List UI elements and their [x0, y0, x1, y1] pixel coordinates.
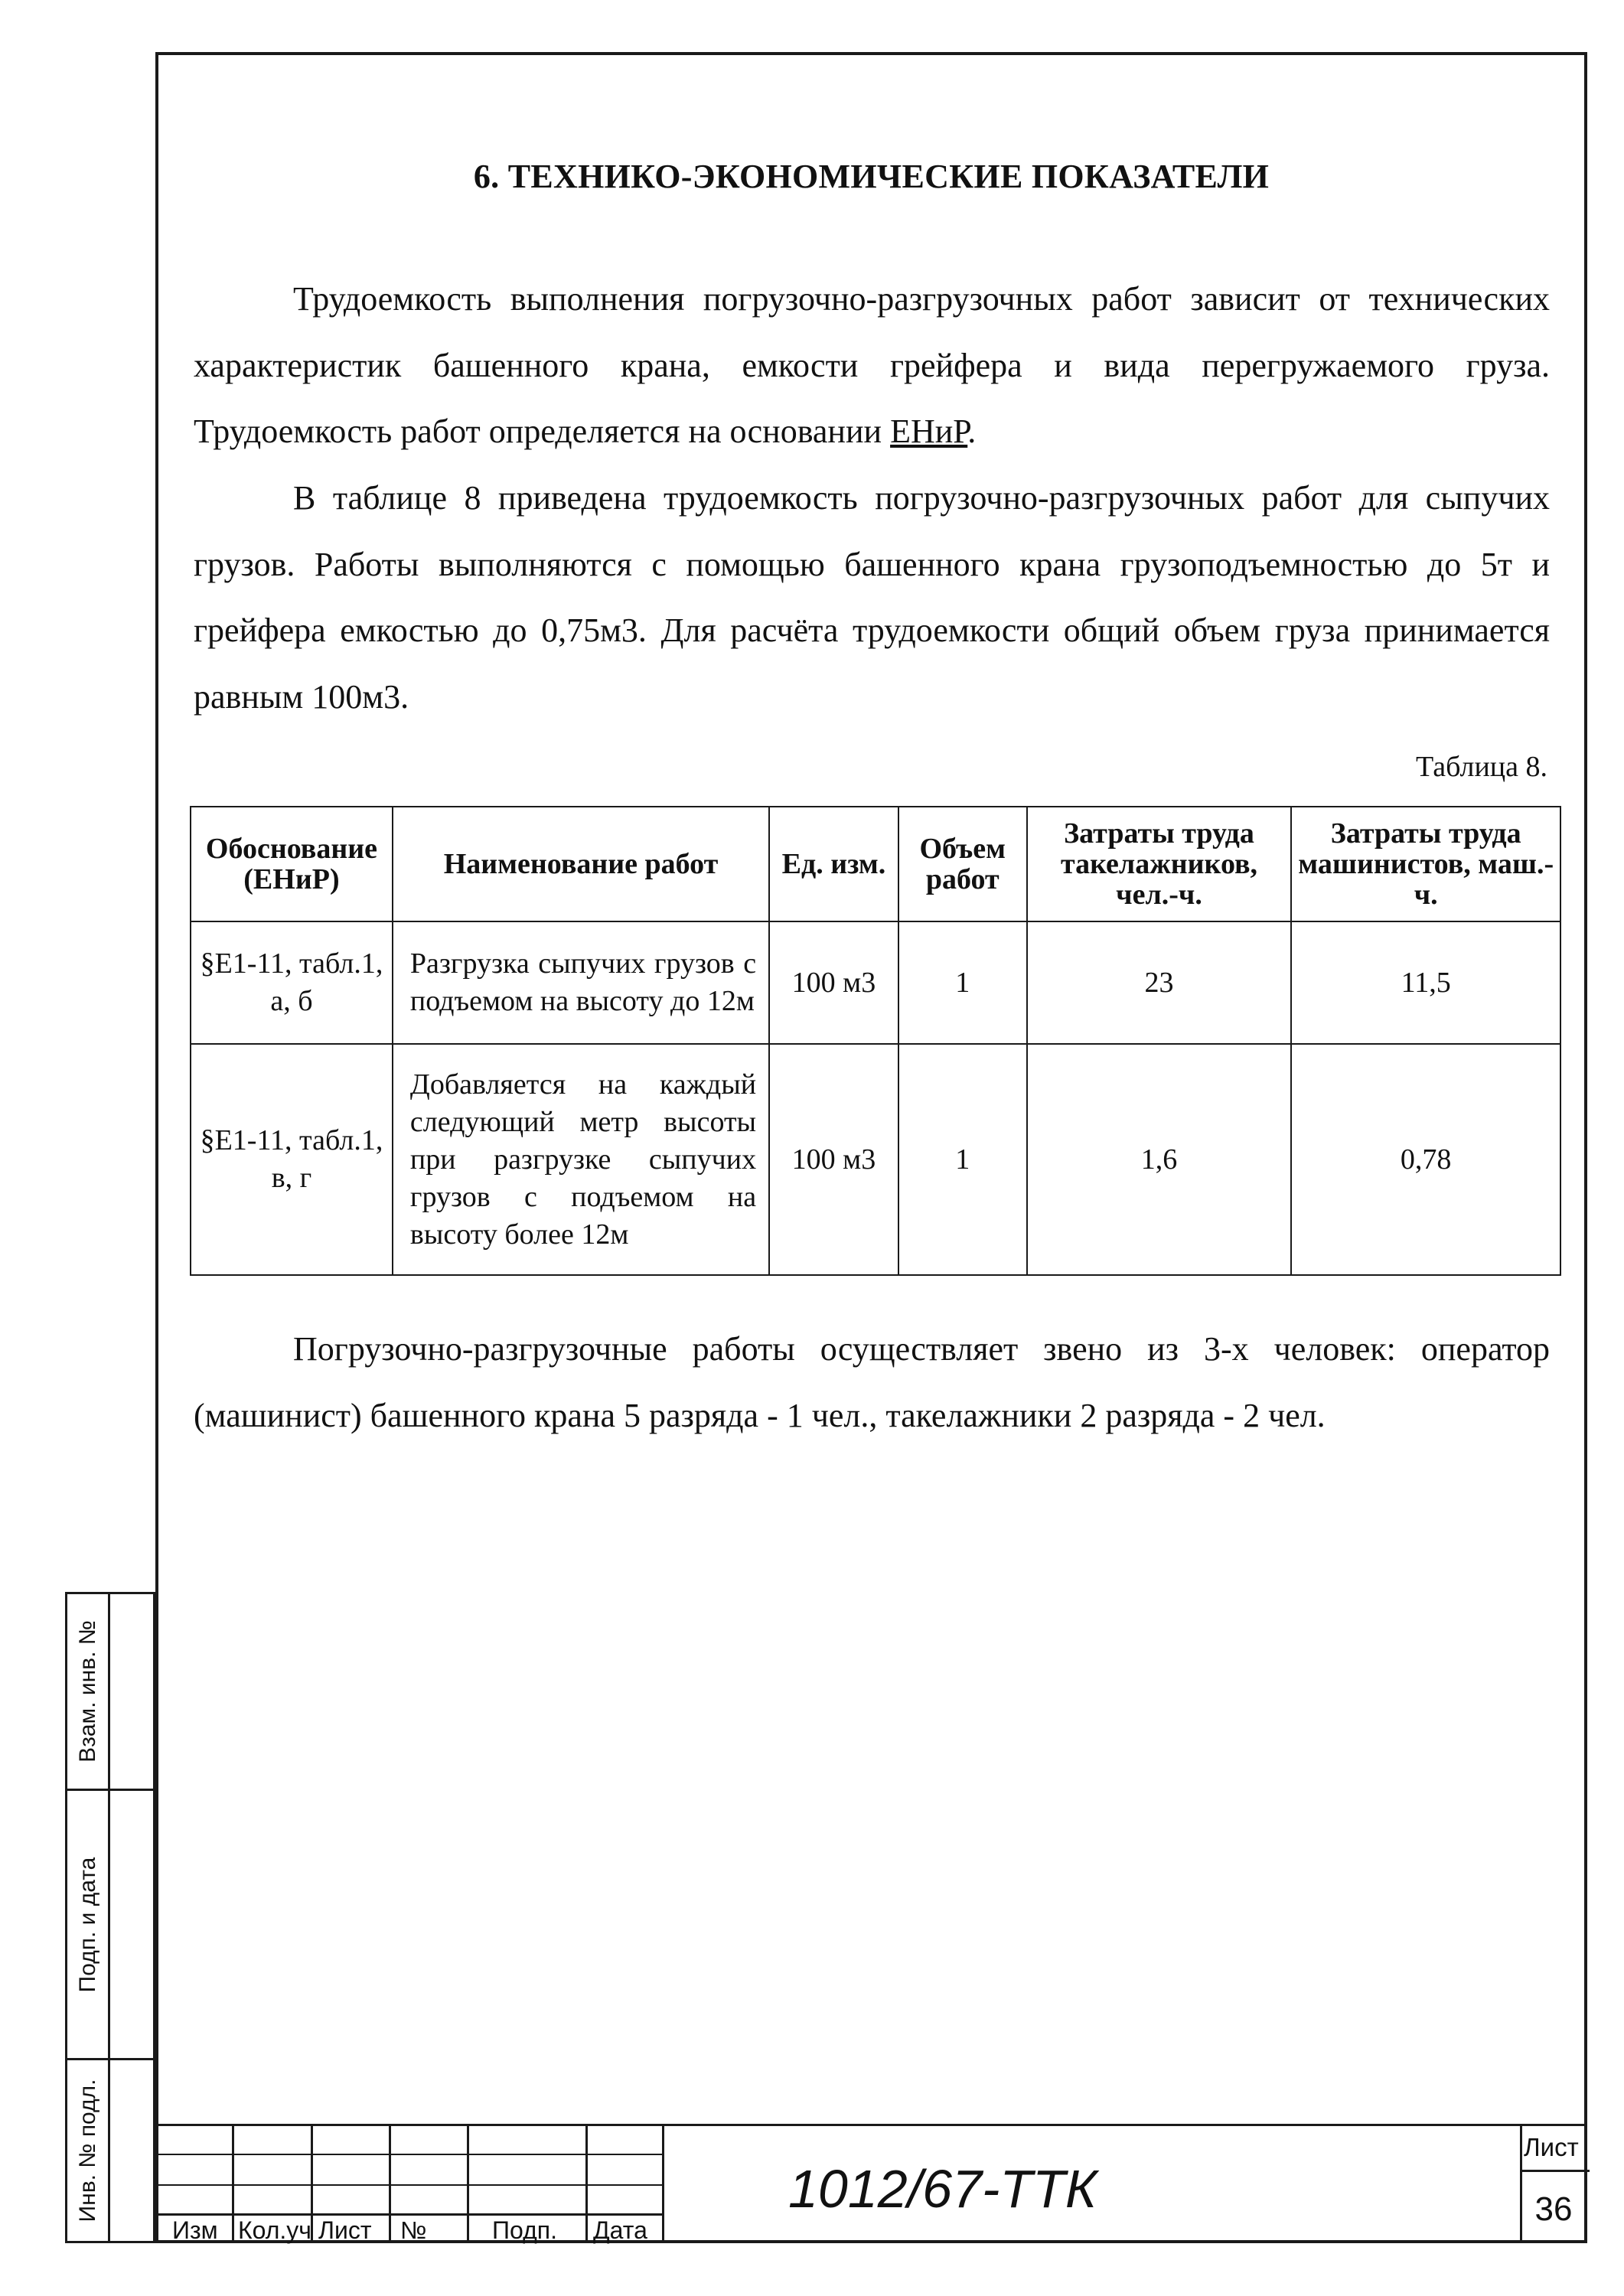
side-label-vzam: Взам. инв. №	[74, 1620, 100, 1763]
sheet-label: Лист	[1524, 2133, 1579, 2161]
labor-table	[190, 806, 1561, 1276]
tb-header-list: Лист	[318, 2216, 372, 2244]
tb-header-podp: Подп.	[492, 2216, 557, 2244]
document-code: 1012/67-ТТК	[788, 2159, 1097, 2219]
cell-volume: 1	[898, 1044, 1027, 1275]
side-label-inv: Инв. № подл.	[74, 2079, 100, 2223]
paragraph-2	[194, 465, 1550, 730]
cell-operators-cost: 11,5	[1291, 921, 1560, 1044]
paragraph-1-text: Трудоемкость выполнения погрузочно-разгрузочных работ зависит от технических характеристик башенного крана, емкости грейфера и вида перегружаемого груза. Трудоемкость работ определяется на основании	[194, 280, 1550, 450]
header-riggers-cost: Затраты труда такелажников, чел.-ч.	[1027, 807, 1292, 921]
tb-header-num: №	[400, 2216, 427, 2244]
cell-operators-cost: 0,78	[1291, 1044, 1560, 1275]
table-row	[191, 1044, 1560, 1275]
cell-unit: 100 м3	[769, 1044, 898, 1275]
cell-riggers-cost: 1,6	[1027, 1044, 1292, 1275]
section-title: 6. ТЕХНИКО-ЭКОНОМИЧЕСКИЕ ПОКАЗАТЕЛИ	[473, 158, 1270, 195]
header-work-name: Наименование работ	[393, 807, 769, 921]
tb-header-izm: Изм	[172, 2216, 218, 2244]
table-row	[191, 921, 1560, 1044]
cell-riggers-cost: 23	[1027, 921, 1292, 1044]
header-operators-cost: Затраты труда машинистов, маш.-ч.	[1291, 807, 1560, 921]
paragraph-1	[194, 266, 1550, 465]
cell-work-name: Добавляется на каждый следующий метр высоты при разгрузке сыпучих грузов с подъемом на высоту более 12м	[393, 1044, 769, 1275]
tb-header-data: Дата	[593, 2216, 647, 2244]
paragraph-3	[194, 1316, 1550, 1449]
cell-work-name: Разгрузка сыпучих грузов с подъемом на высоту до 12м	[393, 921, 769, 1044]
side-stamp	[65, 1592, 155, 2243]
cell-volume: 1	[898, 921, 1027, 1044]
header-basis: Обоснование (ЕНиР)	[191, 807, 393, 921]
enir-link[interactable]: ЕНиР	[890, 413, 968, 450]
tb-header-kolvo: Кол.уч	[238, 2216, 311, 2244]
sheet-number: 36	[1534, 2190, 1573, 2228]
cell-basis: §Е1-11, табл.1, а, б	[191, 921, 393, 1044]
side-cell-vzam	[65, 1592, 155, 1791]
table-caption: Таблица 8.	[1415, 751, 1547, 783]
paragraph-2-text: В таблице 8 приведена трудоемкость погрузочно-разгрузочных работ для сыпучих грузов. Работы выполняются с помощью башенного крана грузоподъемностью до 5т и грейфера емкостью до 0,75м3. Для расчёта трудоемкости общий объем груза принимается равным 100м3.	[194, 479, 1550, 716]
table-header-row	[191, 807, 1560, 921]
side-cell-podp	[65, 1789, 155, 2060]
paragraph-3-text: Погрузочно-разгрузочные работы осуществляет звено из 3-х человек: оператор (машинист) башенного крана 5 разряда - 1 чел., такелажники 2 разряда - 2 чел.	[194, 1330, 1550, 1434]
cell-unit: 100 м3	[769, 921, 898, 1044]
header-unit: Ед. изм.	[769, 807, 898, 921]
header-volume: Объем работ	[898, 807, 1027, 921]
paragraph-1-end: .	[967, 413, 977, 450]
cell-basis: §Е1-11, табл.1, в, г	[191, 1044, 393, 1275]
side-label-podp: Подп. и дата	[74, 1857, 100, 1992]
side-cell-inv	[65, 2058, 155, 2243]
